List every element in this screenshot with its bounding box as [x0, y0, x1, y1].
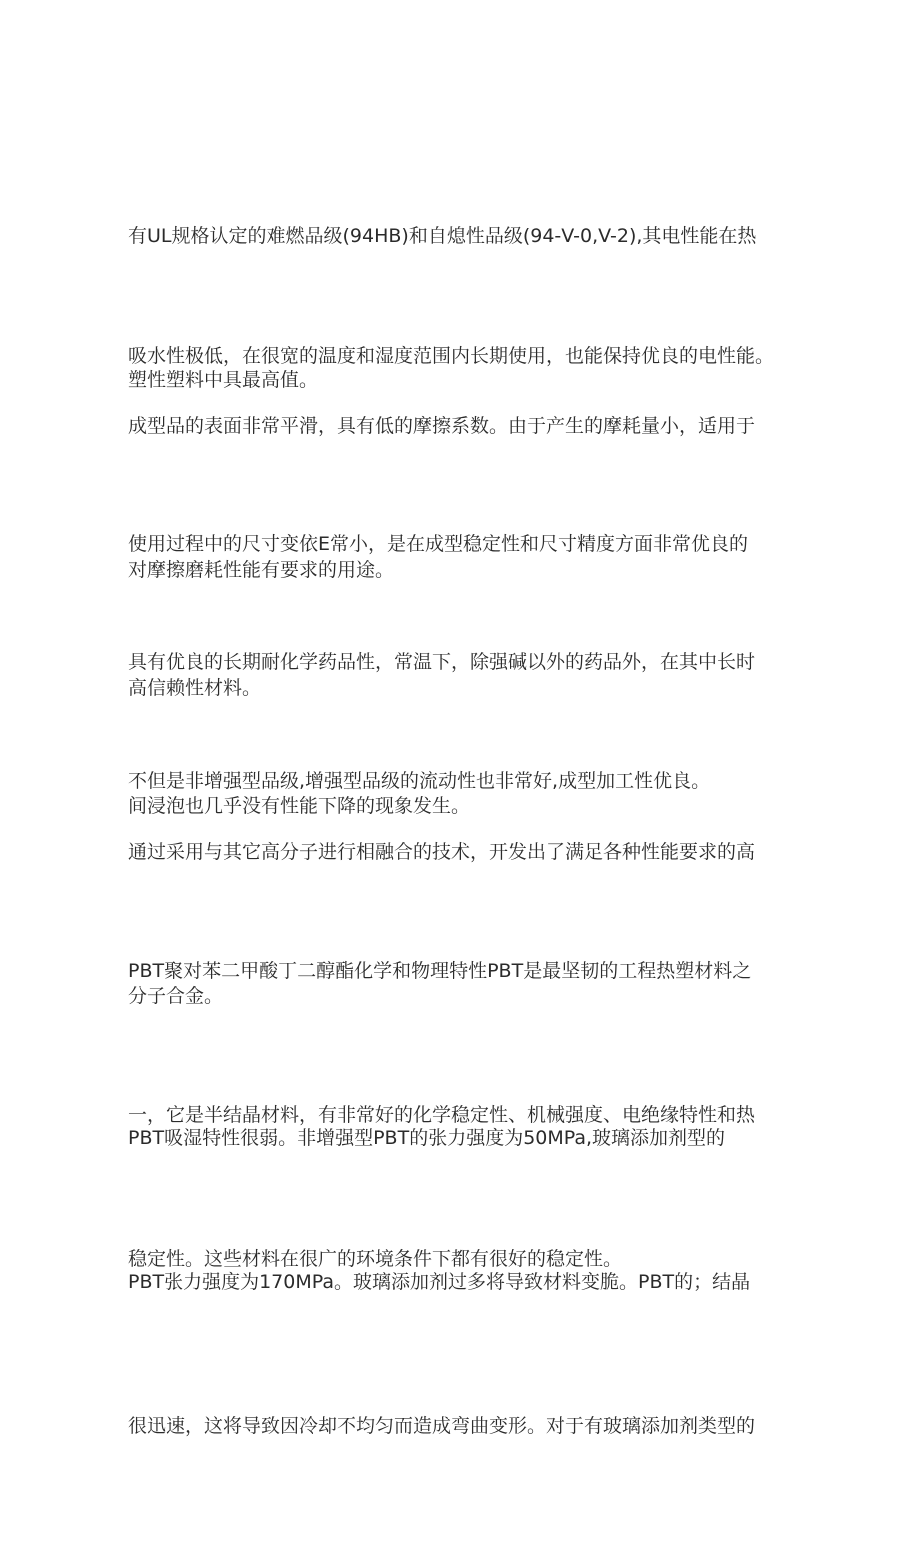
- text-line: 对摩擦磨耗性能有要求的用途。: [128, 559, 395, 581]
- text-line: 不但是非增强型品级,增强型品级的流动性也非常好,成型加工性优良。: [128, 770, 711, 792]
- text-line: 分子合金。: [128, 985, 224, 1007]
- text-line: 很迅速，这将导致因冷却不均匀而造成弯曲变形。对于有玻璃添加剂类型的: [128, 1415, 756, 1437]
- text-line: 高信赖性材料。: [128, 677, 262, 699]
- text-line: PBT聚对苯二甲酸丁二醇酯化学和物理特性PBT是最坚韧的工程热塑材料之: [128, 960, 752, 982]
- text-line: PBT吸湿特性很弱。非增强型PBT的张力强度为50MPa,玻璃添加剂型的: [128, 1127, 726, 1149]
- text-line: 一，它是半结晶材料，有非常好的化学稳定性、机械强度、电绝缘特性和热: [128, 1104, 756, 1126]
- text-line: 成型品的表面非常平滑，具有低的摩擦系数。由于产生的摩耗量小，适用于: [128, 415, 756, 437]
- text-line: PBT张力强度为170MPa。玻璃添加剂过多将导致材料变脆。PBT的；结晶: [128, 1271, 751, 1293]
- text-line: 稳定性。这些材料在很广的环境条件下都有很好的稳定性。: [128, 1248, 623, 1270]
- text-line: 间浸泡也几乎没有性能下降的现象发生。: [128, 795, 471, 817]
- paragraph-pbt-moisture: [128, 1018, 808, 1546]
- text-line: 塑性塑料中具最高值。: [128, 369, 319, 391]
- text-line: 通过采用与其它高分子进行相融合的技术，开发出了满足各种性能要求的高: [128, 841, 756, 863]
- text-line: 具有优良的长期耐化学药品性，常温下，除强碱以外的药品外，在其中长时: [128, 651, 756, 673]
- text-line: 吸水性极低，在很宽的温度和湿度范围内长期使用，也能保持优良的电性能。: [128, 345, 775, 367]
- text-line: 有UL规格认定的难燃品级(94HB)和自熄性品级(94-V-0,V-2),其电性能在热: [128, 225, 757, 247]
- text-line: 使用过程中的尺寸变依E常小，是在成型稳定性和尺寸精度方面非常优良的: [128, 533, 749, 555]
